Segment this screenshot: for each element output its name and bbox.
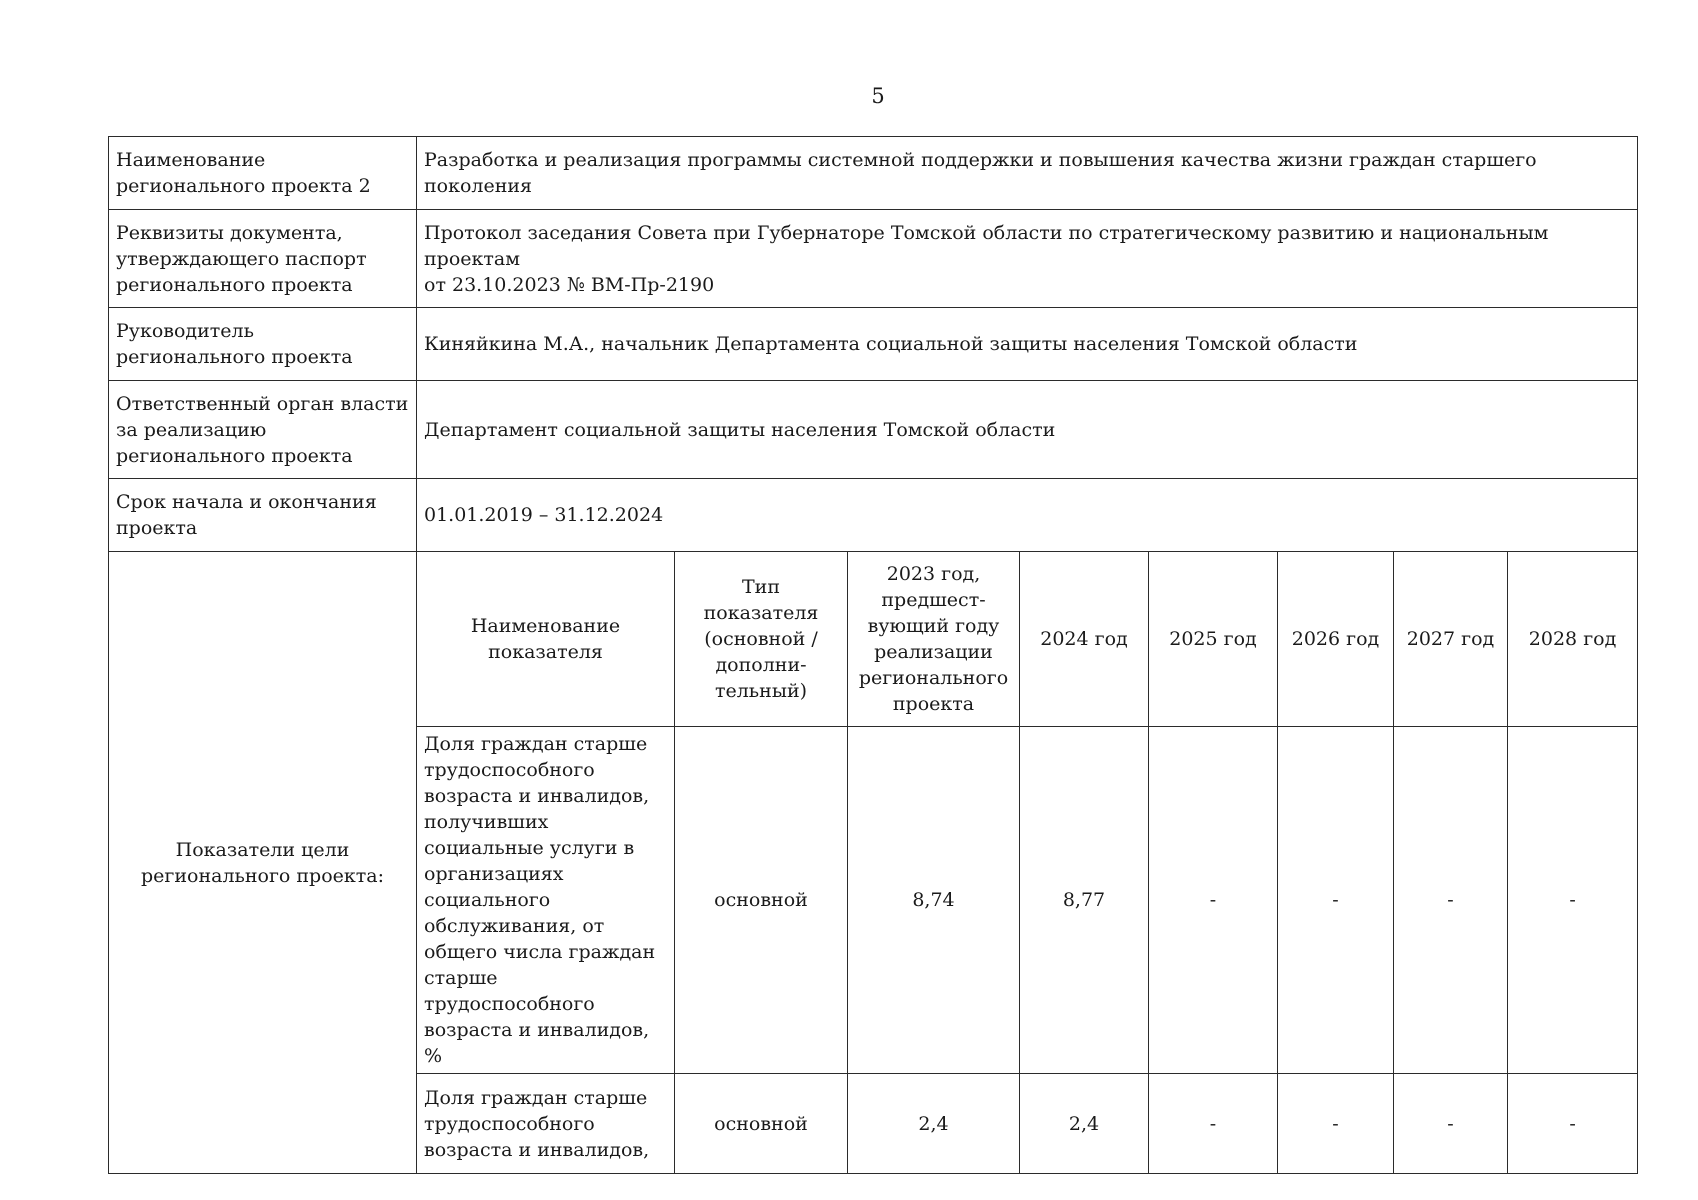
term-value: 01.01.2019 – 31.12.2024 xyxy=(417,479,1638,552)
indicator-2025-value: - xyxy=(1149,1074,1278,1174)
term-label: Срок начала и окончания проекта xyxy=(109,479,417,552)
indicators-section-label: Показатели цели регионального проекта: xyxy=(109,552,417,1174)
indicator-2024-value: 8,77 xyxy=(1020,727,1149,1074)
document-value-line2: от 23.10.2023 № ВМ-Пр-2190 xyxy=(424,273,715,296)
document-label: Реквизиты документа, утверждающего паспорт регионального проекта xyxy=(109,210,417,308)
indicator-2026-value: - xyxy=(1278,1074,1394,1174)
document-row xyxy=(109,210,1638,308)
header-indicator-type: Тип показателя (основной / дополни-тельный) xyxy=(675,552,848,727)
header-year-2027: 2027 год xyxy=(1394,552,1508,727)
project-name-label: Наименование регионального проекта 2 xyxy=(109,137,417,210)
responsible-body-value: Департамент социальной защиты населения Томской области xyxy=(417,381,1638,479)
indicator-2025-value: - xyxy=(1149,727,1278,1074)
project-head-row xyxy=(109,308,1638,381)
header-year-2025: 2025 год xyxy=(1149,552,1278,727)
indicator-type: основной xyxy=(675,1074,848,1174)
indicator-2028-value: - xyxy=(1508,1074,1638,1174)
project-name-value: Разработка и реализация программы системной поддержки и повышения качества жизни граждан старшего поколения xyxy=(417,137,1638,210)
header-year-2028: 2028 год xyxy=(1508,552,1638,727)
document-value xyxy=(417,210,1638,308)
responsible-body-label: Ответственный орган власти за реализацию регионального проекта xyxy=(109,381,417,479)
indicator-base-value: 2,4 xyxy=(848,1074,1020,1174)
header-year-2024: 2024 год xyxy=(1020,552,1149,727)
project-name-row xyxy=(109,137,1638,210)
project-head-value: Киняйкина М.А., начальник Департамента социальной защиты населения Томской области xyxy=(417,308,1638,381)
header-indicator-name: Наименование показателя xyxy=(417,552,675,727)
project-head-label: Руководитель регионального проекта xyxy=(109,308,417,381)
indicator-2026-value: - xyxy=(1278,727,1394,1074)
page-number: 5 xyxy=(871,84,885,108)
indicator-base-value: 8,74 xyxy=(848,727,1020,1074)
indicator-2027-value: - xyxy=(1394,1074,1508,1174)
indicators-header-row xyxy=(109,552,1638,727)
indicator-2027-value: - xyxy=(1394,727,1508,1074)
indicator-name: Доля граждан старше трудоспособного возраста и инвалидов, получивших социальные услуги в организациях социального обслуживания, от общего числа граждан старше трудоспособного возраста и инвалидов, % xyxy=(417,727,675,1074)
responsible-body-row xyxy=(109,381,1638,479)
header-base-year: 2023 год, предшест-вующий году реализации регионального проекта xyxy=(848,552,1020,727)
project-passport-table xyxy=(108,136,1638,1174)
term-row xyxy=(109,479,1638,552)
document-value-line1: Протокол заседания Совета при Губернаторе Томской области по стратегическому развитию и национальным проектам xyxy=(424,221,1549,270)
indicator-type: основной xyxy=(675,727,848,1074)
indicator-name: Доля граждан старше трудоспособного возраста и инвалидов, xyxy=(417,1074,675,1174)
header-year-2026: 2026 год xyxy=(1278,552,1394,727)
indicator-2028-value: - xyxy=(1508,727,1638,1074)
indicator-2024-value: 2,4 xyxy=(1020,1074,1149,1174)
